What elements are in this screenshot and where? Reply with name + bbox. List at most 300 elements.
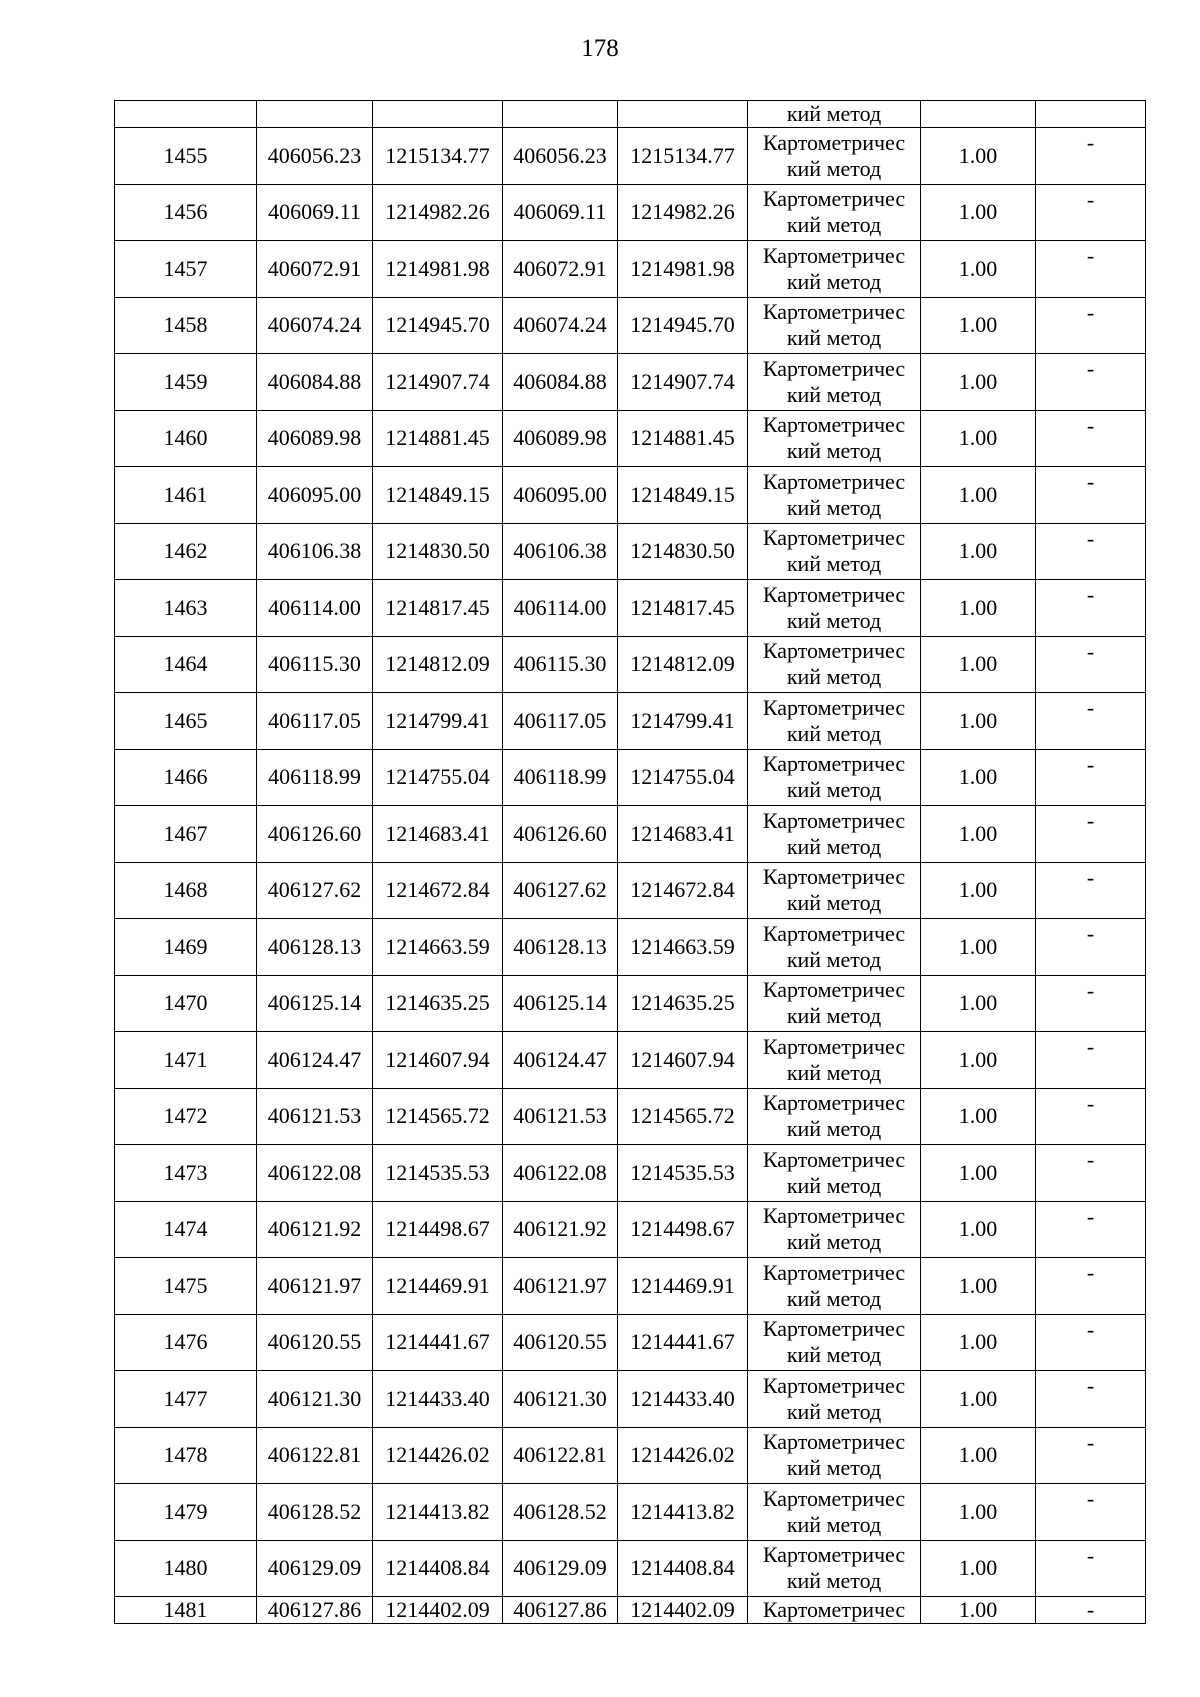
method-line-1: Картометричес: [762, 1090, 906, 1116]
cell-y1: 1214413.82: [373, 1484, 503, 1541]
method-line-1: Картометричес: [762, 864, 906, 890]
method-line-1: Картометричес: [762, 1146, 906, 1172]
cell-y1: 1214426.02: [373, 1427, 503, 1484]
cell-method: [748, 919, 921, 976]
method-line-2: кий метод: [786, 1116, 882, 1142]
cell-y1: 1214663.59: [373, 919, 503, 976]
method-line-1: Картометричес: [762, 1372, 906, 1398]
table-row: [115, 241, 1146, 298]
table-row: [115, 693, 1146, 750]
method-line-2: кий метод: [786, 1342, 882, 1368]
cell-method: [748, 1145, 921, 1202]
cell-x2: 406121.97: [503, 1258, 618, 1315]
cell-method: [748, 749, 921, 806]
cell-note: -: [1036, 1201, 1146, 1258]
cell-x2: 406125.14: [503, 975, 618, 1032]
cell-accuracy: 1.00: [921, 128, 1036, 185]
cell-empty: [503, 101, 618, 128]
cell-number: 1458: [115, 297, 257, 354]
cell-x1: 406095.00: [257, 467, 373, 524]
cell-x2: 406121.92: [503, 1201, 618, 1258]
cell-x1: 406106.38: [257, 523, 373, 580]
cell-y2: 1214849.15: [618, 467, 748, 524]
cell-x1: 406072.91: [257, 241, 373, 298]
table-row-continuation: [115, 101, 1146, 128]
cell-y2: 1214635.25: [618, 975, 748, 1032]
cell-x1: 406069.11: [257, 184, 373, 241]
cell-x2: 406114.00: [503, 580, 618, 637]
cell-y2: 1214907.74: [618, 354, 748, 411]
cell-y1: 1214755.04: [373, 749, 503, 806]
cell-note: -: [1036, 1540, 1146, 1597]
cell-y2: 1214413.82: [618, 1484, 748, 1541]
cell-accuracy: 1.00: [921, 919, 1036, 976]
cell-x2: 406121.53: [503, 1088, 618, 1145]
cell-y2: 1214799.41: [618, 693, 748, 750]
table-row: [115, 1201, 1146, 1258]
cell-y1: 1214535.53: [373, 1145, 503, 1202]
cell-number: 1460: [115, 410, 257, 467]
cell-note: -: [1036, 1427, 1146, 1484]
cell-note: -: [1036, 975, 1146, 1032]
cell-x2: 406115.30: [503, 636, 618, 693]
cell-accuracy: 1.00: [921, 636, 1036, 693]
table-row: [115, 1032, 1146, 1089]
method-line-2: кий метод: [786, 325, 882, 351]
cell-x1: 406124.47: [257, 1032, 373, 1089]
cell-number: 1474: [115, 1201, 257, 1258]
cell-number: 1457: [115, 241, 257, 298]
cell-method: [748, 693, 921, 750]
cell-note: -: [1036, 580, 1146, 637]
coordinates-table: [114, 100, 1146, 1624]
cell-empty: [1036, 101, 1146, 128]
cell-x1: 406117.05: [257, 693, 373, 750]
cell-accuracy: 1.00: [921, 862, 1036, 919]
cell-accuracy: 1.00: [921, 1314, 1036, 1371]
cell-note: -: [1036, 636, 1146, 693]
cell-method: [748, 975, 921, 1032]
cell-accuracy: 1.00: [921, 1145, 1036, 1202]
cell-y1: 1214433.40: [373, 1371, 503, 1428]
cell-note: -: [1036, 467, 1146, 524]
cell-x2: 406095.00: [503, 467, 618, 524]
cell-x1: 406056.23: [257, 128, 373, 185]
table-row: [115, 1088, 1146, 1145]
cell-empty: [115, 101, 257, 128]
table-body: [115, 101, 1146, 1624]
cell-x1: 406122.81: [257, 1427, 373, 1484]
cell-note: -: [1036, 523, 1146, 580]
cell-accuracy: 1.00: [921, 241, 1036, 298]
cell-accuracy: 1.00: [921, 749, 1036, 806]
cell-method: [748, 1314, 921, 1371]
cell-x2: 406126.60: [503, 806, 618, 863]
page-number: 178: [581, 35, 619, 62]
method-line-2: кий метод: [786, 833, 882, 859]
table-row: [115, 354, 1146, 411]
cell-y1: 1214441.67: [373, 1314, 503, 1371]
cell-note: -: [1036, 354, 1146, 411]
method-line-2: кий метод: [786, 1511, 882, 1537]
method-line-1: Картометричес: [762, 694, 906, 720]
method-line-1: Картометричес: [762, 129, 906, 155]
cell-number: 1461: [115, 467, 257, 524]
cell-y1: 1214812.09: [373, 636, 503, 693]
method-line-2: кий метод: [786, 1285, 882, 1311]
cell-y2: 1214402.09: [618, 1597, 748, 1624]
cell-x2: 406122.81: [503, 1427, 618, 1484]
table-row: [115, 580, 1146, 637]
cell-x1: 406074.24: [257, 297, 373, 354]
cell-y2: 1214433.40: [618, 1371, 748, 1428]
cell-x2: 406124.47: [503, 1032, 618, 1089]
cell-accuracy: 1.00: [921, 354, 1036, 411]
table-row: [115, 919, 1146, 976]
cell-method: [748, 1201, 921, 1258]
cell-method: [748, 1427, 921, 1484]
cell-x2: 406120.55: [503, 1314, 618, 1371]
table-row: [115, 1484, 1146, 1541]
cell-number: 1471: [115, 1032, 257, 1089]
method-line-2: кий метод: [786, 1568, 882, 1594]
method-line-2: кий метод: [786, 155, 882, 181]
cell-empty: [921, 101, 1036, 128]
method-line-2: кий метод: [786, 551, 882, 577]
cell-y1: 1214635.25: [373, 975, 503, 1032]
cell-note: -: [1036, 297, 1146, 354]
cell-y2: 1214812.09: [618, 636, 748, 693]
method-line-2: кий метод: [786, 720, 882, 746]
cell-y2: 1214535.53: [618, 1145, 748, 1202]
cell-number: 1480: [115, 1540, 257, 1597]
cell-accuracy: 1.00: [921, 410, 1036, 467]
cell-x2: 406127.62: [503, 862, 618, 919]
cell-number: 1475: [115, 1258, 257, 1315]
method-line-1: Картометричес: [762, 977, 906, 1003]
cell-note: -: [1036, 693, 1146, 750]
cell-x2: 406089.98: [503, 410, 618, 467]
cell-number: 1468: [115, 862, 257, 919]
cell-y1: 1214498.67: [373, 1201, 503, 1258]
method-line-2: кий метод: [786, 1003, 882, 1029]
cell-y2: 1214469.91: [618, 1258, 748, 1315]
cell-y1: 1214672.84: [373, 862, 503, 919]
cell-x1: 406121.53: [257, 1088, 373, 1145]
method-line-2: кий метод: [786, 212, 882, 238]
cell-number: 1473: [115, 1145, 257, 1202]
method-line-2: кий метод: [786, 1398, 882, 1424]
table-row: [115, 410, 1146, 467]
method-line-2: кий метод: [786, 777, 882, 803]
method-line-1: Картометричес: [762, 920, 906, 946]
cell-x1: 406125.14: [257, 975, 373, 1032]
cell-note: -: [1036, 1032, 1146, 1089]
method-line-1: Картометричес: [762, 638, 906, 664]
cell-x1: 406115.30: [257, 636, 373, 693]
cell-y2: 1214565.72: [618, 1088, 748, 1145]
cell-accuracy: 1.00: [921, 184, 1036, 241]
cell-y2: 1214672.84: [618, 862, 748, 919]
method-line-1: Картометричес: [762, 1316, 906, 1342]
cell-y1: 1214565.72: [373, 1088, 503, 1145]
cell-x1: 406121.92: [257, 1201, 373, 1258]
cell-x2: 406072.91: [503, 241, 618, 298]
cell-empty: [373, 101, 503, 128]
cell-y2: 1214945.70: [618, 297, 748, 354]
cell-x2: 406128.13: [503, 919, 618, 976]
cell-x1: 406126.60: [257, 806, 373, 863]
cell-x1: 406089.98: [257, 410, 373, 467]
cell-accuracy: 1.00: [921, 1540, 1036, 1597]
cell-x2: 406118.99: [503, 749, 618, 806]
cell-method: [748, 184, 921, 241]
cell-number: 1479: [115, 1484, 257, 1541]
cell-number: 1462: [115, 523, 257, 580]
method-line-1: Картометричес: [762, 412, 906, 438]
cell-y1: 1215134.77: [373, 128, 503, 185]
cell-y1: 1214469.91: [373, 1258, 503, 1315]
cell-accuracy: 1.00: [921, 1258, 1036, 1315]
method-line-1: Картометричес: [762, 355, 906, 381]
cell-empty: [618, 101, 748, 128]
cell-method: [748, 410, 921, 467]
table-row: [115, 636, 1146, 693]
cell-empty: [257, 101, 373, 128]
cell-method: [748, 806, 921, 863]
cell-accuracy: 1.00: [921, 1371, 1036, 1428]
cell-y2: 1214881.45: [618, 410, 748, 467]
cell-x2: 406106.38: [503, 523, 618, 580]
cell-number: 1470: [115, 975, 257, 1032]
cell-y1: 1214607.94: [373, 1032, 503, 1089]
cell-number: 1477: [115, 1371, 257, 1428]
cell-number: 1455: [115, 128, 257, 185]
cell-y2: 1214817.45: [618, 580, 748, 637]
cell-x2: 406129.09: [503, 1540, 618, 1597]
cell-x2: 406122.08: [503, 1145, 618, 1202]
method-line-2: кий метод: [786, 381, 882, 407]
cell-y1: 1214830.50: [373, 523, 503, 580]
cell-number: 1469: [115, 919, 257, 976]
method-line-2: кий метод: [786, 946, 882, 972]
cell-method: кий метод: [748, 101, 921, 128]
cell-accuracy: 1.00: [921, 467, 1036, 524]
method-line-1: Картометричес: [762, 1203, 906, 1229]
method-line-2: кий метод: [786, 438, 882, 464]
cell-note: -: [1036, 1597, 1146, 1624]
cell-method: [748, 1088, 921, 1145]
cell-number: 1459: [115, 354, 257, 411]
cell-accuracy: 1.00: [921, 1484, 1036, 1541]
cell-method: [748, 862, 921, 919]
cell-accuracy: 1.00: [921, 693, 1036, 750]
method-line-1: Картометричес: [762, 242, 906, 268]
cell-accuracy: 1.00: [921, 1427, 1036, 1484]
method-line-2: кий метод: [786, 664, 882, 690]
cell-method: [748, 1484, 921, 1541]
cell-y2: 1214683.41: [618, 806, 748, 863]
cell-number: 1467: [115, 806, 257, 863]
table-row: [115, 749, 1146, 806]
method-line-2: кий метод: [786, 1455, 882, 1481]
cell-y1: 1214907.74: [373, 354, 503, 411]
cell-note: -: [1036, 1371, 1146, 1428]
table-row: [115, 1145, 1146, 1202]
table-row-last: [115, 1597, 1146, 1624]
cell-method: [748, 580, 921, 637]
cell-x1: 406084.88: [257, 354, 373, 411]
cell-y2: 1214498.67: [618, 1201, 748, 1258]
method-line-2: кий метод: [786, 1229, 882, 1255]
cell-method: [748, 128, 921, 185]
cell-x2: 406128.52: [503, 1484, 618, 1541]
cell-note: -: [1036, 1484, 1146, 1541]
cell-method: [748, 1371, 921, 1428]
cell-accuracy: 1.00: [921, 1201, 1036, 1258]
method-line-2: кий метод: [786, 607, 882, 633]
cell-y1: 1214402.09: [373, 1597, 503, 1624]
cell-y1: 1214683.41: [373, 806, 503, 863]
cell-note: -: [1036, 241, 1146, 298]
cell-accuracy: 1.00: [921, 580, 1036, 637]
cell-x2: 406084.88: [503, 354, 618, 411]
cell-x1: 406114.00: [257, 580, 373, 637]
method-line-2: кий метод: [786, 1172, 882, 1198]
cell-y1: 1214981.98: [373, 241, 503, 298]
method-line-1: Картометричес: [762, 186, 906, 212]
cell-y2: 1215134.77: [618, 128, 748, 185]
cell-accuracy: 1.00: [921, 806, 1036, 863]
method-line-2: кий метод: [786, 494, 882, 520]
method-line-1: Картометричес: [762, 751, 906, 777]
method-line-2: кий метод: [786, 1059, 882, 1085]
cell-number: 1478: [115, 1427, 257, 1484]
table-row: [115, 1258, 1146, 1315]
cell-method: [748, 1540, 921, 1597]
cell-x2: 406127.86: [503, 1597, 618, 1624]
method-line-1: Картометричес: [762, 468, 906, 494]
table-row: [115, 1540, 1146, 1597]
cell-note: -: [1036, 862, 1146, 919]
cell-x2: 406056.23: [503, 128, 618, 185]
cell-accuracy: 1.00: [921, 523, 1036, 580]
cell-x1: 406127.86: [257, 1597, 373, 1624]
cell-accuracy: 1.00: [921, 1597, 1036, 1624]
cell-y2: 1214830.50: [618, 523, 748, 580]
cell-number: 1481: [115, 1597, 257, 1624]
cell-method: [748, 467, 921, 524]
cell-y1: 1214799.41: [373, 693, 503, 750]
cell-note: -: [1036, 1145, 1146, 1202]
table-row: [115, 1371, 1146, 1428]
cell-x2: 406117.05: [503, 693, 618, 750]
table-row: [115, 862, 1146, 919]
method-line-1: Картометричес: [762, 807, 906, 833]
cell-method: Картометричес: [748, 1597, 921, 1624]
cell-number: 1466: [115, 749, 257, 806]
cell-method: [748, 354, 921, 411]
cell-accuracy: 1.00: [921, 297, 1036, 354]
cell-x1: 406128.52: [257, 1484, 373, 1541]
cell-number: 1464: [115, 636, 257, 693]
cell-accuracy: 1.00: [921, 975, 1036, 1032]
cell-number: 1472: [115, 1088, 257, 1145]
cell-y1: 1214982.26: [373, 184, 503, 241]
cell-method: [748, 636, 921, 693]
cell-x1: 406122.08: [257, 1145, 373, 1202]
method-line-1: Картометричес: [762, 581, 906, 607]
cell-note: -: [1036, 806, 1146, 863]
method-line-1: Картометричес: [762, 525, 906, 551]
table-row: [115, 184, 1146, 241]
cell-note: -: [1036, 1088, 1146, 1145]
cell-number: 1463: [115, 580, 257, 637]
cell-x2: 406074.24: [503, 297, 618, 354]
cell-note: -: [1036, 128, 1146, 185]
cell-note: -: [1036, 410, 1146, 467]
cell-x1: 406127.62: [257, 862, 373, 919]
cell-y2: 1214607.94: [618, 1032, 748, 1089]
table-row: [115, 975, 1146, 1032]
table-row: [115, 297, 1146, 354]
cell-note: -: [1036, 749, 1146, 806]
cell-y2: 1214981.98: [618, 241, 748, 298]
cell-y1: 1214408.84: [373, 1540, 503, 1597]
cell-number: 1465: [115, 693, 257, 750]
cell-accuracy: 1.00: [921, 1088, 1036, 1145]
cell-note: -: [1036, 1314, 1146, 1371]
cell-y2: 1214982.26: [618, 184, 748, 241]
cell-y1: 1214881.45: [373, 410, 503, 467]
cell-note: -: [1036, 1258, 1146, 1315]
cell-y2: 1214426.02: [618, 1427, 748, 1484]
cell-x1: 406120.55: [257, 1314, 373, 1371]
cell-y1: 1214817.45: [373, 580, 503, 637]
method-line-1: Картометричес: [762, 1033, 906, 1059]
method-line-1: Картометричес: [762, 1259, 906, 1285]
cell-note: -: [1036, 184, 1146, 241]
method-line-1: Картометричес: [762, 299, 906, 325]
cell-method: [748, 1258, 921, 1315]
table-row: [115, 806, 1146, 863]
cell-y2: 1214755.04: [618, 749, 748, 806]
method-line-1: Картометричес: [762, 1485, 906, 1511]
cell-number: 1476: [115, 1314, 257, 1371]
cell-note: -: [1036, 919, 1146, 976]
cell-y2: 1214441.67: [618, 1314, 748, 1371]
table-row: [115, 523, 1146, 580]
method-line-1: Картометричес: [762, 1542, 906, 1568]
cell-x2: 406121.30: [503, 1371, 618, 1428]
cell-y1: 1214849.15: [373, 467, 503, 524]
cell-x1: 406128.13: [257, 919, 373, 976]
table-row: [115, 1314, 1146, 1371]
method-line-1: Картометричес: [762, 1429, 906, 1455]
method-line-2: кий метод: [786, 268, 882, 294]
cell-x2: 406069.11: [503, 184, 618, 241]
cell-x1: 406121.30: [257, 1371, 373, 1428]
method-line-2: кий метод: [786, 890, 882, 916]
cell-y2: 1214663.59: [618, 919, 748, 976]
cell-method: [748, 241, 921, 298]
cell-method: [748, 1032, 921, 1089]
cell-y2: 1214408.84: [618, 1540, 748, 1597]
table-row: [115, 1427, 1146, 1484]
cell-number: 1456: [115, 184, 257, 241]
cell-x1: 406121.97: [257, 1258, 373, 1315]
table-row: [115, 467, 1146, 524]
